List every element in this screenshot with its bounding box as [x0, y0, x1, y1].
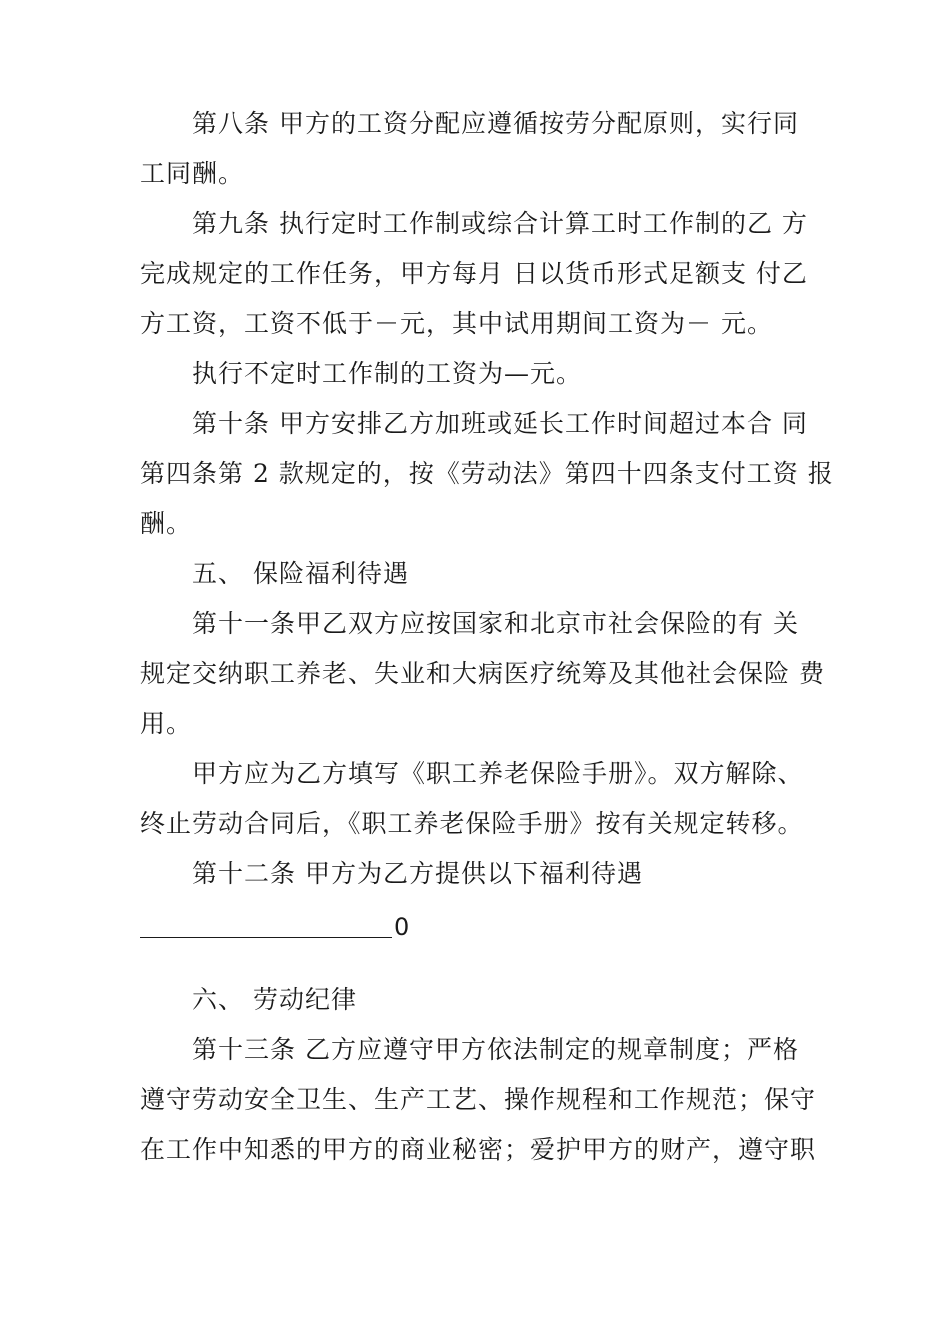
article-10-line-1: 第十条 甲方安排乙方加班或延长工作时间超过本合 同	[192, 409, 808, 438]
pension-handbook-line-1: 甲方应为乙方填写《职工养老保险手册》。双方解除、	[192, 759, 804, 788]
article-8-line-2: 工同酬。	[140, 159, 245, 188]
article-9-line-2: 完成规定的工作任务，甲方每月 日以货币形式足额支 付乙	[140, 259, 808, 288]
article-11-line-2: 规定交纳职工养老、失业和大病医疗统筹及其他社会保险 费	[140, 659, 825, 688]
section-5-heading: 五、 保险福利待遇	[192, 559, 409, 588]
article-8-line-1: 第八条 甲方的工资分配应遵循按劳分配原则，实行同	[192, 109, 799, 138]
article-9-line-1: 第九条 执行定时工作制或综合计算工时工作制的乙 方	[192, 209, 808, 238]
article-13-line-3: 在工作中知悉的甲方的商业秘密；爱护甲方的财产，遵守职	[140, 1135, 817, 1164]
section-6-heading: 六、 劳动纪律	[192, 985, 357, 1014]
article-11-line-1: 第十一条甲乙双方应按国家和北京市社会保险的有 关	[192, 609, 799, 638]
article-9-line-3: 方工资，工资不低于－元，其中试用期间工资为－ 元。	[140, 309, 773, 338]
article-12-line-1: 第十二条 甲方为乙方提供以下福利待遇	[192, 859, 643, 888]
blank-suffix: 0	[394, 913, 410, 941]
article-11-line-3: 用。	[140, 709, 193, 738]
pension-handbook-line-2: 终止劳动合同后，《职工养老保险手册》按有关规定转移。	[140, 809, 804, 838]
non-fixed-hours-wage-line: 执行不定时工作制的工资为—元。	[192, 359, 583, 388]
article-10-line-3: 酬。	[140, 509, 193, 538]
blank-underline	[140, 937, 392, 938]
article-10-line-2: 第四条第 2 款规定的，按《劳动法》第四十四条支付工资 报	[140, 459, 834, 488]
article-13-line-2: 遵守劳动安全卫生、生产工艺、操作规程和工作规范；保守	[140, 1085, 817, 1114]
article-13-line-1: 第十三条 乙方应遵守甲方依法制定的规章制度；严格	[192, 1035, 799, 1064]
fill-in-blank	[140, 910, 409, 944]
